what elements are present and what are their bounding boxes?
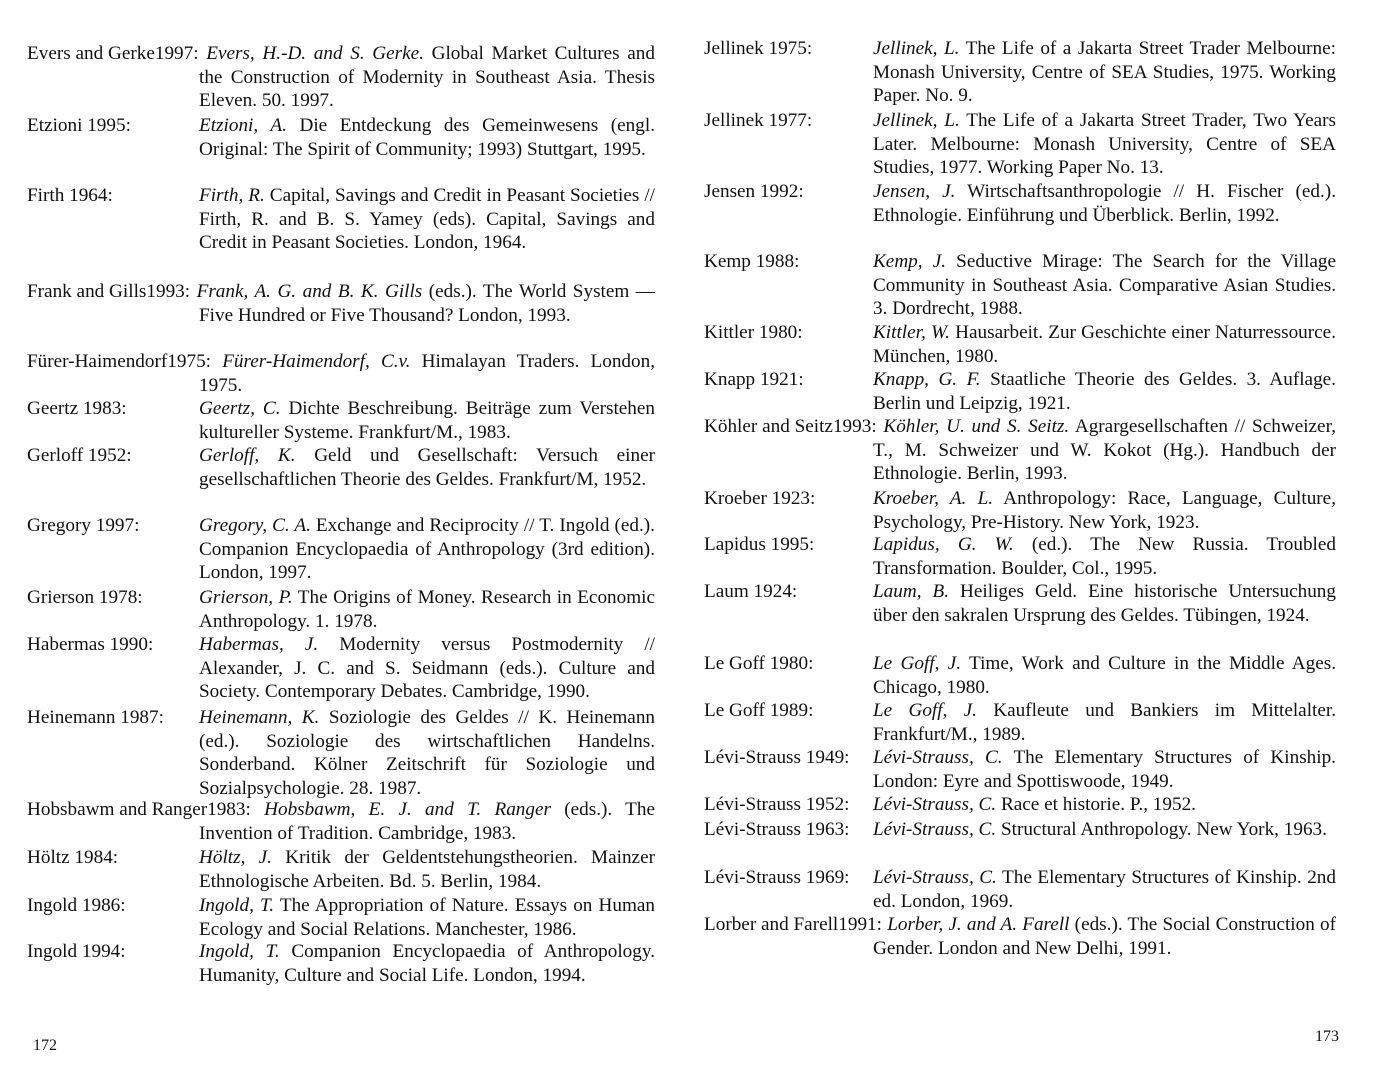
entry-key: Frank and Gills [27,281,147,302]
entry-text: Race et historie. P., 1952. [996,794,1196,815]
entry-author: Geertz, C. [199,398,281,419]
entry-key: Geertz 1983: [27,398,127,419]
entry-author: Ingold, T. [199,941,280,962]
entry-key: Etzioni 1995: [27,115,131,136]
entry-author: Firth, R. [199,185,265,206]
entry-text: Modernity versus Postmodernity // Alexander, J. C. and S. Seidmann (eds.). Culture and Society. Contemporary Debates. Cambridge, 1990. [199,634,655,703]
entry-text: Capital, Savings and Credit in Peasant Societies // Firth, R. and B. S. Yamey (eds). Capital, Savings and Credit in Peasant Societies. London, 1964. [199,185,655,254]
entry-author: Etzioni, A. [199,115,287,136]
entry-author: Höltz, J. [199,847,272,868]
entry-key: Jellinek 1977: [704,110,813,131]
entry-author: Kemp, J. [873,251,947,272]
entry-key: Lévi-Strauss 1949: [704,747,850,768]
entry-year: 1993: [832,416,877,437]
entry-key: Evers and Gerke [27,43,155,64]
entry-text: Staatliche Theorie des Geldes. 3. Auflage. Berlin und Leipzig, 1921. [873,369,1336,414]
entry-key: Jellinek 1975: [704,38,813,59]
entry-author: Kroeber, A. L. [873,488,994,509]
entry-text: (eds.). The World System — Five Hundred or Five Thousand? London, 1993. [199,281,655,326]
entry-year: 1975: [167,351,211,372]
entry-key: Gerloff 1952: [27,445,132,466]
entry-key: Höltz 1984: [27,847,119,868]
entry-text: Time, Work and Culture in the Middle Ages. Chicago, 1980. [873,653,1336,698]
entry-key: Habermas 1990: [27,634,154,655]
entry-text: (eds.). The Social Construction of Gender. London and New Delhi, 1991. [873,914,1336,959]
entry-author: Frank, A. G. and B. K. Gills [196,281,423,302]
entry-author: Hobsbawm, E. J. and T. Ranger [264,799,551,820]
entry-author: Lévi-Strauss, C. [873,819,997,840]
entry-text: (ed.). The New Russia. Troubled Transformation. Boulder, Col., 1995. [873,534,1336,579]
entry-text: Agrargesellschaften // Schweizer, T., M. Schweizer und W. Kokot (Hg.). Handbuch der Ethnologie. Berlin, 1993. [873,416,1336,485]
entry-author: Lévi-Strauss, C. [873,747,1003,768]
entry-text: Himalayan Traders. London, 1975. [199,351,655,396]
entry-text: The Elementary Structures of Kinship. London: Eyre and Spottiswoode, 1949. [873,747,1336,792]
entry-author: Lapidus, G. W. [873,534,1014,555]
entry-text: The Appropriation of Nature. Essays on Human Ecology and Social Relations. Manchester, 1986. [199,895,655,940]
entry-key: Gregory 1997: [27,515,140,536]
entry-year: 1997: [154,43,199,64]
entry-key: Firth 1964: [27,185,113,206]
entry-text: The Elementary Structures of Kinship. 2nd ed. London, 1969. [873,867,1336,912]
entry-author: Habermas, J. [199,634,319,655]
entry-key: Kemp 1988: [704,251,800,272]
entry-author: Kittler, W. [873,322,950,343]
entry-author: Gregory, C. A. [199,515,311,536]
entry-key: Lapidus 1995: [704,534,815,555]
entry-text: Hausarbeit. Zur Geschichte einer Naturressource. München, 1980. [873,322,1336,367]
entry-text: Kritik der Geldentstehungstheorien. Mainzer Ethnologische Arbeiten. Bd. 5. Berlin, 1984. [199,847,655,892]
entry-year: 1993: [146,281,191,302]
entry-author: Jellinek, L. [873,38,960,59]
entry-author: Heinemann, K. [199,707,320,728]
entry-key: Lévi-Strauss 1969: [704,867,850,888]
entry-text: Seductive Mirage: The Search for the Village Community in Southeast Asia. Comparative Asian Studies. 3. Dordrecht, 1988. [873,251,1336,320]
entry-year: 1991: [838,914,882,935]
entry-key: Hobsbawm and Ranger [27,799,208,820]
entry-author: Le Goff, J. [873,700,977,721]
entry-text: Soziologie des Geldes // K. Heinemann (ed.). Soziologie des wirtschaftlichen Handelns. Sonderband. Kölner Zeitschrift für Soziologie und Sozialpsychologie. 28. 1987. [199,707,656,799]
entry-key: Ingold 1994: [27,941,126,962]
entry-text: Wirtschaftsanthropologie // H. Fischer (ed.). Ethnologie. Einführung und Überblick. Berlin, 1992. [873,181,1336,226]
entry-text: Structural Anthropology. New York, 1963. [996,819,1327,840]
entry-author: Grierson, P. [199,587,293,608]
entry-key: Lorber and Farell [704,914,839,935]
entry-author: Laum, B. [873,581,950,602]
entry-text: Anthropology: Race, Language, Culture, Psychology, Pre-History. New York, 1923. [873,488,1336,533]
entry-author: Ingold, T. [199,895,275,916]
entry-author: Knapp, G. F. [873,369,981,390]
entry-author: Evers, H.-D. and S. Gerke. [206,43,424,64]
entry-author: Lévi-Strauss, C. [873,794,997,815]
entry-author: Köhler, U. und S. Seitz. [883,416,1070,437]
entry-key: Laum 1924: [704,581,798,602]
entry-author: Fürer-Haimendorf, C.v. [222,351,411,372]
entry-year: 1983: [207,799,251,820]
entry-key: Le Goff 1989: [704,700,814,721]
entry-author: Le Goff, J. [873,653,962,674]
entry-text: Kaufleute und Bankiers im Mittelalter. Frankfurt/M., 1989. [873,700,1336,745]
entry-key: Knapp 1921: [704,369,804,390]
entry-key: Ingold 1986: [27,895,126,916]
entry-text: (eds.). The Invention of Tradition. Cambridge, 1983. [199,799,656,844]
entry-text: The Origins of Money. Research in Economic Anthropology. 1. 1978. [199,587,655,632]
entry-text: Heiliges Geld. Eine historische Untersuchung über den sakralen Ursprung des Geldes. Tübingen, 1924. [873,581,1336,626]
entry-key: Fürer-Haimendorf [27,351,168,372]
entry-author: Lorber, J. and A. Farell [887,914,1070,935]
entry-key: Lévi-Strauss 1952: [704,794,850,815]
entry-key: Jensen 1992: [704,181,804,202]
entry-key: Köhler and Seitz [704,416,833,437]
page-number: 173 [1315,1028,1339,1045]
entry-author: Jellinek, L. [873,110,960,131]
entry-text: Companion Encyclopaedia of Anthropology. Humanity, Culture and Social Life. London, 1994. [199,941,656,986]
entry-key: Lévi-Strauss 1963: [704,819,850,840]
entry-text: Exchange and Reciprocity // T. Ingold (ed.). Companion Encyclopaedia of Anthropology (3rd edition). London, 1997. [199,515,655,584]
entry-author: Lévi-Strauss, C. [873,867,997,888]
entry-text: The Life of a Jakarta Street Trader, Two Years Later. Melbourne: Monash University, Centre of SEA Studies, 1977. Working Paper No. 13. [873,110,1336,179]
entry-text: Geld und Gesellschaft: Versuch einer gesellschaftlichen Theorie des Geldes. Frankfurt/M, 1952. [199,445,655,490]
entry-key: Le Goff 1980: [704,653,814,674]
entry-author: Jensen, J. [873,181,956,202]
entry-text: The Life of a Jakarta Street Trader Melbourne: Monash University, Centre of SEA Studies, 1975. Working Paper. No. 9. [873,38,1337,107]
entry-key: Kittler 1980: [704,322,803,343]
entry-key: Grierson 1978: [27,587,143,608]
entry-key: Heinemann 1987: [27,707,164,728]
entry-author: Gerloff, K. [199,445,296,466]
entry-text: Dichte Beschreibung. Beiträge zum Verstehen kultureller Systeme. Frankfurt/M., 1983. [199,398,656,443]
entry-text: Die Entdeckung des Gemeinwesens (engl. Original: The Spirit of Community; 1993) Stuttgart, 1995. [199,115,655,160]
entry-text: Global Market Cultures and the Construction of Modernity in Southeast Asia. Thesis Eleven. 50. 1997. [199,43,655,112]
entry-key: Kroeber 1923: [704,488,816,509]
page-number: 172 [33,1037,57,1054]
